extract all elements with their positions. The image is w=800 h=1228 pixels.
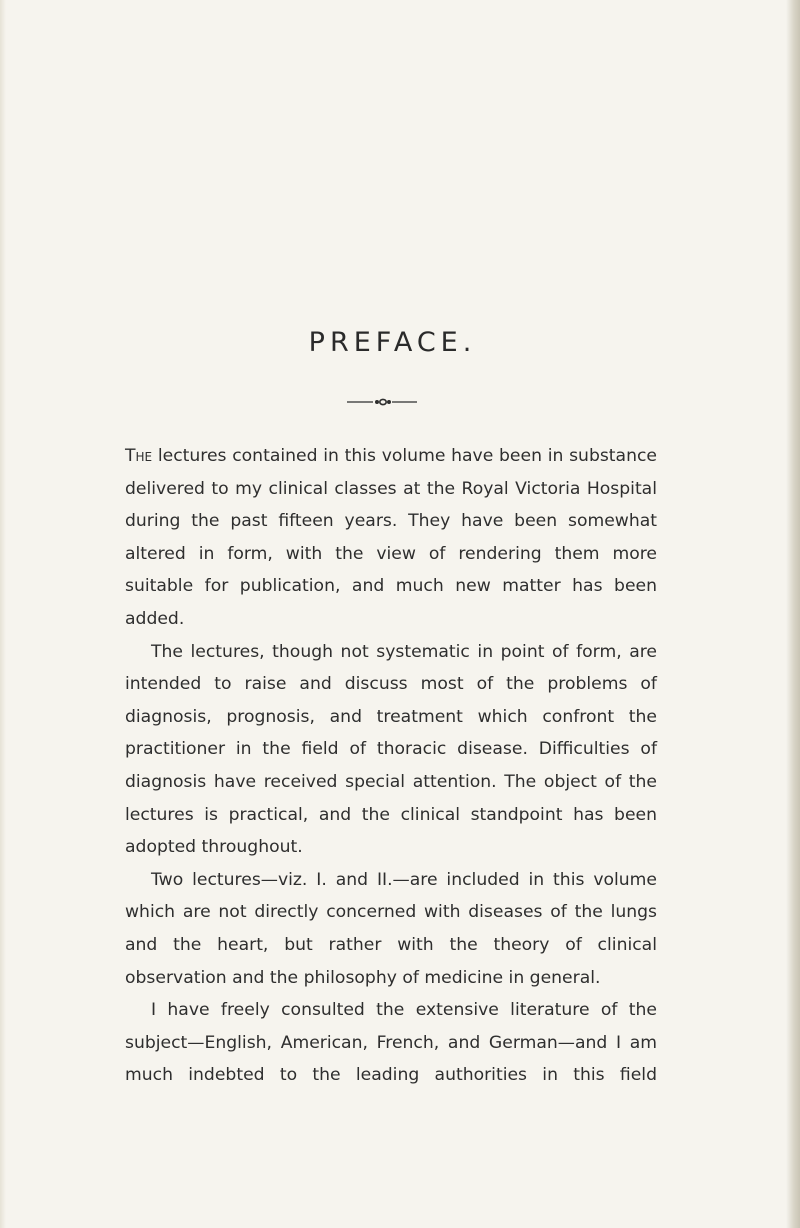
page-heading: PREFACE. — [308, 327, 477, 358]
paragraph-1-text: lectures contained in this volume have been in substance delivered to my clinical classes at the Royal Victoria Hospital during the past fifteen years. They have been somewhat altered in form, with the view of rendering them more suitable for publication, and much new matter has been added. — [125, 446, 657, 629]
page-binding-edge — [786, 0, 800, 1228]
paragraph-3: Two lectures—viz. I. and II.—are included in this volume which are not directly concerned with diseases of the lungs and the heart, but rather with the theory of clinical observation and the philosophy of medicine in general. — [125, 869, 657, 988]
paragraph-4: I have freely consulted the extensive literature of the subject—English, American, French, and German—and I am much indebted to the leading authorities in this field — [125, 1000, 657, 1086]
page-left-edge — [0, 0, 6, 1228]
opening-word: The — [125, 446, 153, 466]
paragraph-1 — [125, 440, 657, 636]
preface-body — [125, 440, 657, 1092]
paragraph-2: The lectures, though not systematic in point of form, are intended to raise and discuss most of the problems of diagnosis, prognosis, and treatment which confront the practitioner in the field of thoracic disease. Difficulties of diagnosis have received special attention. The object of the lectures is practical, and the clinical standpoint has been adopted throughout. — [125, 641, 657, 858]
ornament-divider-icon — [347, 396, 417, 408]
